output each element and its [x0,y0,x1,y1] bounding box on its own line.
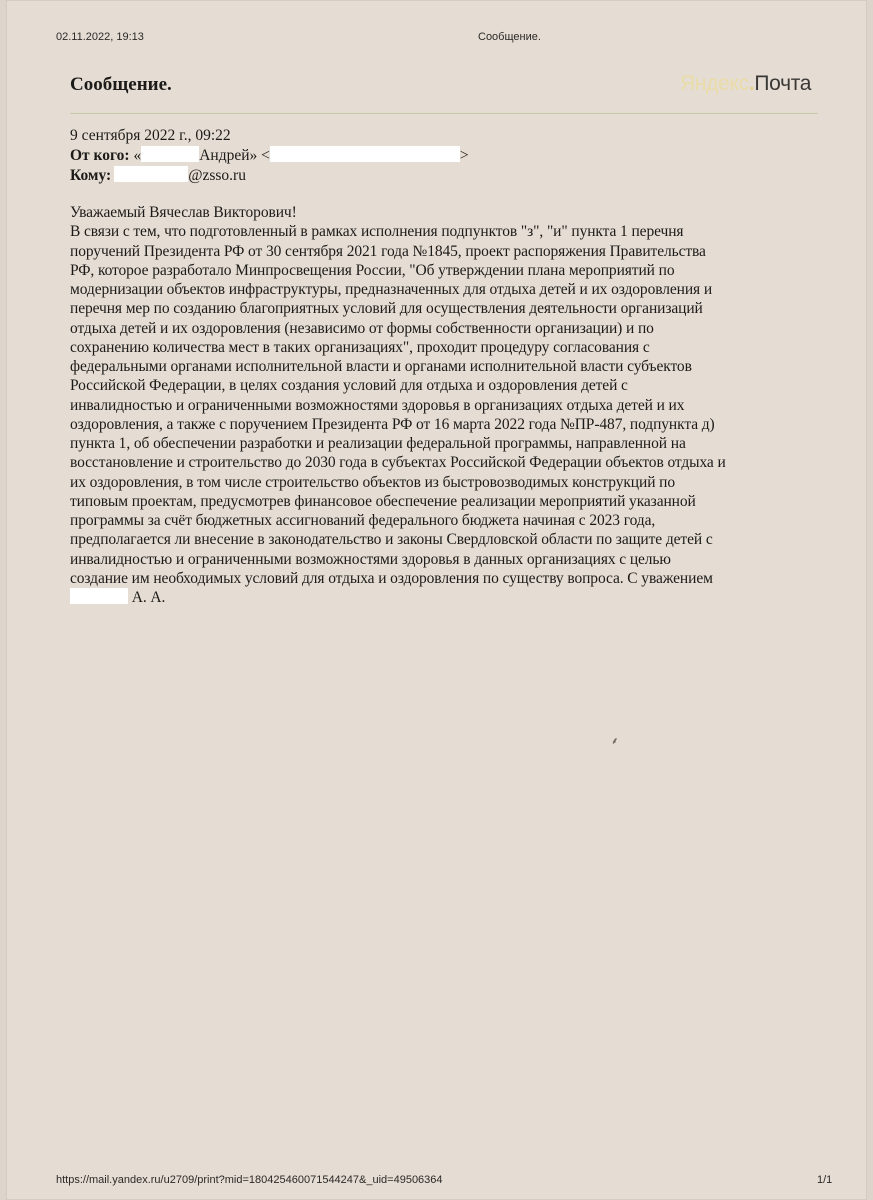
message-date: 9 сентября 2022 г., 09:22 [70,127,231,144]
signature-initials: А. А. [131,589,166,606]
body-line: Российской Федерации, в целях создания условий для отдыха и оздоровления детей с [70,377,628,395]
from-name-end: Андрей» < [199,147,270,164]
greeting: Уважаемый Вячеслав Викторович! [70,204,297,221]
body-line: оздоровления, а также с поручением Президента РФ от 16 марта 2022 года №ПР-487, подпункта д) [70,415,715,433]
body-line: сохранению количества мест в таких организациях", проходит процедуру согласования с [70,338,650,356]
message-title: Сообщение. [70,74,172,95]
message-body [70,203,830,607]
body-line: поручений Президента РФ от 30 сентября 2021 года №1845, проект распоряжения Правительства [70,242,706,260]
redacted-recipient-email [114,166,188,182]
to-label: Кому: [70,167,112,184]
body-line: В связи с тем, что подготовленный в рамках исполнения подпунктов "з", "и" пункта 1 перечня [70,223,684,241]
body-line: отдыха детей и их оздоровления (независимо от формы собственности организации) и по [70,319,654,337]
yandex-mail-logo: Яндекс.Почта [680,72,812,95]
body-line: РФ, которое разработало Минпросвещения России, "Об утверждении плана мероприятий по [70,261,675,279]
body-line: федеральными органами исполнительной власти и органами исполнительной власти субъектов [70,358,692,375]
print-page-number: 1/1 [817,1174,833,1186]
from-row [70,146,469,166]
body-line: перечня мер по созданию благоприятных условий для осуществления деятельности организаций [70,300,703,318]
body-paragraph [70,222,830,588]
body-line: инвалидностью и ограниченными возможностями здоровья в данных организациях с целью [70,550,671,568]
message-meta [70,126,469,186]
from-label: От кого: [70,147,130,164]
from-name-start: « [133,147,142,164]
redacted-surname [141,146,199,162]
paper-speck: ⸙ [611,736,619,747]
body-line: программы за счёт бюджетных ассигнований федерального бюджета начиная с 2023 года, [70,512,656,529]
body-line: пункта 1, об обеспечении разработки и реализации федеральной программы, направленной на [70,435,686,452]
signature [70,588,830,607]
body-line: предполагается ли внесение в законодательство и законы Свердловской области по защите детей с [70,531,713,549]
print-datetime: 02.11.2022, 19:13 [56,31,144,43]
body-line: их оздоровления, в том числе строительство объектов из быстровозводимых конструкций по [70,473,676,491]
body-line: модернизации объектов инфраструктуры, предназначенных для отдыха детей и их оздоровления и [70,281,713,298]
from-email-end: > [459,147,469,164]
print-page-title: Сообщение. [478,31,541,43]
body-line: создание им необходимых условий для отдыха и оздоровления по существу вопроса. С уважением [70,569,713,587]
header-divider [70,113,818,114]
redacted-sender-email [270,146,460,162]
body-line: типовым проектам, предусмотрев финансовое обеспечение реализации мероприятий указанной [70,492,696,510]
print-url: https://mail.yandex.ru/u2709/print?mid=180425460071544247&_uid=49506364 [56,1174,443,1186]
body-line: восстановление и строительство до 2030 года в субъектах Российской Федерации объектов отдыха и [70,454,726,472]
redacted-signature-surname [70,588,128,604]
body-line: инвалидностью и ограниченными возможностями здоровья в организациях отдыха детей и их [70,396,685,414]
to-row [70,166,469,186]
to-email-end: @zsso.ru [188,167,246,184]
